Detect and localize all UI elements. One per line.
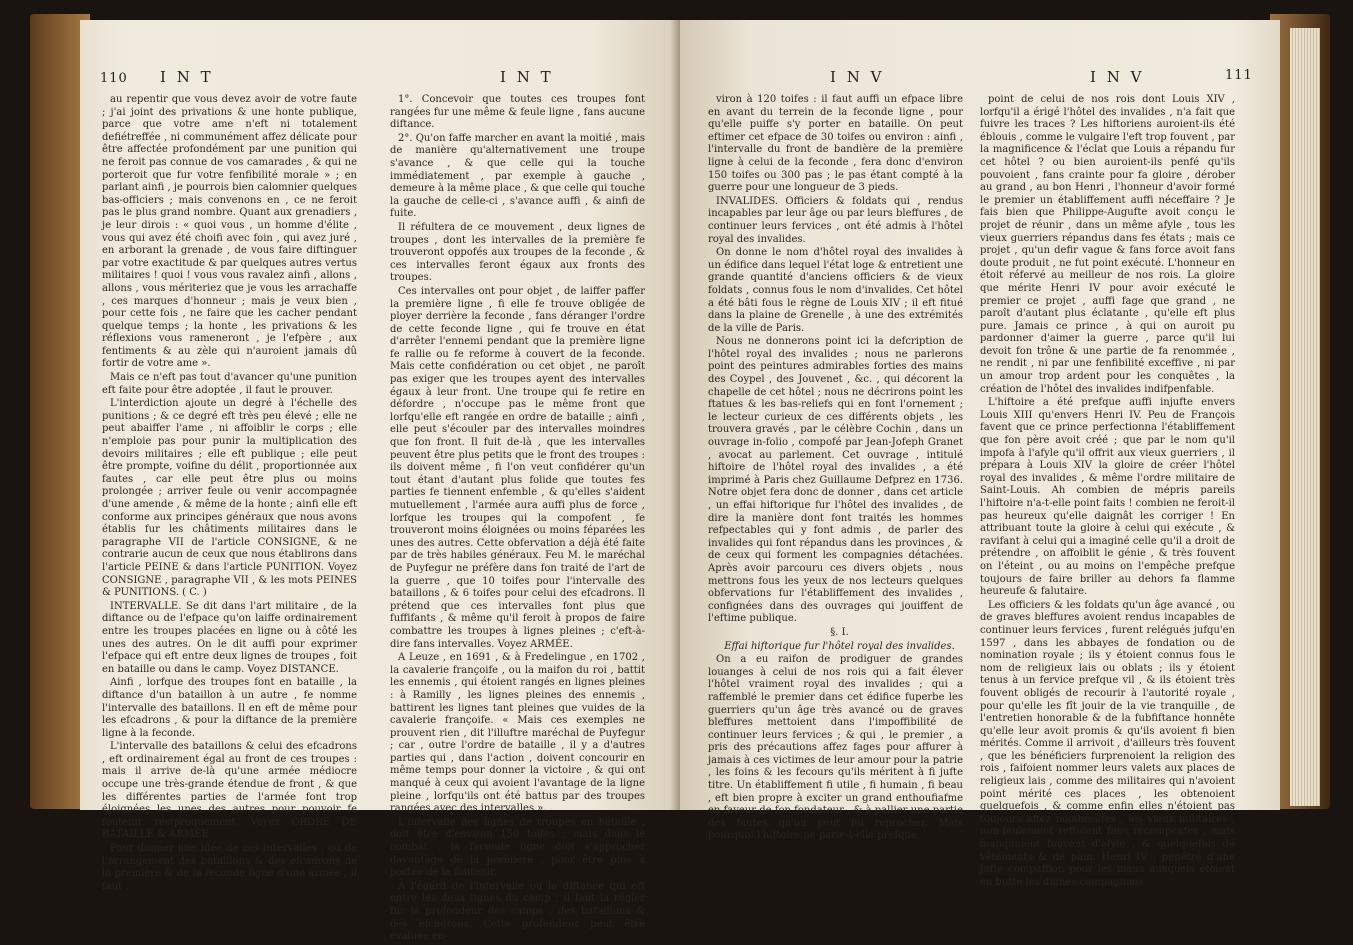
paragraph: 2°. Qu'on faffe marcher en avant la moitié , mais de manière qu'alternativement une troupe s'avance , & que celle qui la touche immédiatement , par exemple à gauche , demeure à la même place , & que celle qui touche la gauche de celle-ci , s'avance auffi , & ainfi de fuite. (390, 132, 645, 220)
left-page-number: 110 (100, 71, 128, 86)
left-header-left: I N T (160, 68, 214, 86)
paragraph: A l'égard de l'intervalle ou la diftance qui eft entre les deux lignes du camp , il faut la régler fur la profondeur des camps , des bataillons & des efcadrons. Cette profondeur peut être évaluée en- (390, 880, 645, 943)
paragraph: L'interdiction ajoute un degré à l'échelle des punitions ; & ce degré eft très peu élevé ; elle ne peut abaiffer l'ame , ni affoiblir le corps ; elle n'emploie pas pour punir la multiplication des devoirs militaires ; elle eft publique ; elle peut être prompte, voifine du délit , proportionnée aux fautes , car elle peut être plus ou moins prolongée ; arriver feule ou venir accompagnée d'une amende , & même de la honte ; ainfi elle eft conforme aux principes généraux que nous avons établis fur les châtiments militaires dans le paragraphe VII de l'article CONSIGNE, & ne contrarie aucun de ceux que nous établirons dans l'article PEINE & dans l'article PUNITION. Voyez CONSIGNE , paragraphe VII , & les mots PEINES & PUNITIONS. ( C. ) (102, 398, 357, 599)
paragraph: Mais ce n'eft pas tout d'avancer qu'une punition eft faite pour être adoptée , il faut le prouver. (102, 372, 357, 396)
paragraph: Ainfi , lorfque des troupes font en bataille , la diftance d'un bataillon à un autre , fe nomme l'intervalle des bataillons. Il en eft de même pour les efcadrons , & pour la diftance de la première ligne à la feconde. (102, 677, 357, 739)
right-running-head (700, 68, 1260, 90)
right-header-right: I N V (1090, 68, 1145, 86)
right-page-number: 111 (1225, 68, 1253, 83)
paragraph: INVALIDES. Officiers & foldats qui , rendus incapables par leur âge ou par leurs bleffures , de continuer leurs fervices , ont été admis à l'hôtel royal des invalides. (708, 195, 963, 245)
paragraph: L'hiftoire a été prefque auffi injufte envers Louis XIII qu'envers Henri IV. Peu de François favent que ce prince perfectionna l'établiffement que fon père avoit créé ; que par le nom qu'il impofa à l'afyle qu'il offrit aux vieux guerriers , il prépara à Louis XIV la gloire de créer l'hôtel royal des invalides , & même l'ordre militaire de Saint-Louis. Ah combien de mépris pareils l'hiftoire n'a-t-elle point faits ! combien ne feroit-il pas heureux qu'elle daignât les corriger ! En attribuant toute la gloire à celui qui exécute , & ravifant à celui qui a imaginé celle qu'il a droit de prétendre , on affoiblit le génie , & très fouvent on l'éteint , ou au moins on l'empêche prefque toujours de faire briller au dehors fa flamme heureufe & falutaire. (980, 397, 1235, 598)
left-running-head (100, 68, 660, 90)
right-column-2 (980, 94, 1235, 890)
page-edges (1290, 28, 1320, 806)
paragraph: point de celui de nos rois dont Louis XIV , lorfqu'il a érigé l'hôtel des invalides , n'a fait que fuivre les traces ? Les hiftoriens auroient-ils été éblouis , comme le vulgaire l'eft trop fouvent , par la magnificence & l'éclat que Louis a répandu fur cet hôtel ? ou bien auroient-ils penfé qu'ils pouvoient , fans crainte pour fa gloire , dérober au grand , au bon Henri , l'honneur d'avoir formé le premier un établiffement auffi néceffaire ? Je fais bien que Philippe-Augufte avoit conçu le projet de réunir , dans un même afyle , tous les vieux guerriers répandus dans fes états ; mais ce projet , qu'un defir vague & fans force avoit fans doute produit , ne fut point exécuté. L'honneur en étoit réfervé au meilleur de nos rois. La gloire que mérite Henri IV pour avoir exécuté le premier ce projet , auffi fage que grand , ne paroît d'autant plus éclatante , qu'elle eft plus pure. Jamais ce prince , à qui on auroit pu pardonner d'aimer la guerre , parce qu'il lui devoit fon trône & une partie de fa renommée , ne rendit , ni par une fenfibilité exceffive , ni par un amour trop ardent pour les conquêtes , la création de l'hôtel des invalides indifpenfable. (980, 94, 1235, 395)
left-page (80, 20, 680, 943)
paragraph: Ces intervalles ont pour objet , de laiffer paffer la première ligne , fi elle fe trouve obligée de ployer derrière la feconde , fans déranger l'ordre de cette feconde ligne , qui fe trouve en état d'arrêter l'ennemi pendant que la première ligne fe rallie ou fe reforme à couvert de la feconde. Mais cette confidération ou cet objet , ne paroît pas exiger que les troupes ayent des intervalles égaux à leur front. Une troupe qui fe retire en défordre , n'occupe pas le même front que lorfqu'elle eft rangée en ordre de bataille ; ainfi , elle peut s'écouler par des intervalles moindres que fon front. Il fuit de-là , que les intervalles peuvent être plus petits que le front des troupes : ils doivent même , fi l'on veut confidérer qu'un tout étant d'autant plus folide que toutes fes parties fe tiennent enfemble , & qu'elles s'aident mutuellement , l'armée aura auffi plus de force , lorfque les troupes qui la compofent , fe trouveront moins éloignées ou moins féparées les unes des autres. Cette obfervation a déjà été faite par de très habiles généraux. Feu M. le maréchal de Puyfegur ne préfère dans fon traité de l'art de la guerre , que 10 toifes pour l'intervalle des bataillons , & 6 toifes pour celui des efcadrons. Il prétend que ces intervalles font plus que fuffifants , & même qu'il feroit à propos de faire combattre les troupes à lignes pleines ; c'eft-à-dire fans intervalles. Voyez ARMÉE. (390, 285, 645, 650)
left-header-right: I N T (500, 68, 554, 86)
paragraph: Pour donner une idée de ces intervalles , ou de l'arrangement des bataillons & des efcadrons de la première & de la feconde ligne d'une armée , il faut , (102, 843, 357, 892)
section-mark: §. I. (830, 626, 849, 638)
left-column-1 (102, 94, 357, 894)
paragraph: L'intervalle des bataillons & celui des efcadrons , eft ordinairement égal au front de ces troupes : mais il arrive de-là qu'une armée médiocre occupe une très-grande étendue de front , & que les différentes parties de l'armée font trop éloignées les unes des autres pour pouvoir fe foutenir réciproquement. Voyez ORDRE DE BATAILLE & ARMÉE. (102, 741, 357, 841)
paragraph: Les officiers & les foldats qu'un âge avancé , ou de graves bleffures avoient rendus incapables de continuer leurs fervices , furent relégués jufqu'en 1597 , dans les abbayes de fondation ou de nomination royale ; ils y étoient connus fous le nom de religieux lais ou oblats ; ils y étoient tenus à un fervice prefque vil , & ils étoient très fouvent obligés de recourir à l'autorité royale , pour qu'elle les fît jouir de la vie tranquille , de l'entretien honorable & de la fubfiftance honnête qu'elle leur avoit promis & qu'ils avoient fi bien mérités. Comme il arrivoit , d'ailleurs très fouvent , que les bénéficiers furprenoient la religion des rois , faifoient nommer leurs valets aux places de religieux lais , comme des militaires qui n'avoient point mérité ces places , les obtenoient quelquefois , & comme enfin elles n'étoient pas toujours affez nombreufes , les vieux militaires , non-feulement reftoient fans récompenfes , mais manquoient fouvent d'afyle , & quelquefois de vêtements & de pain. Henri IV , pénétré d'une jufte compaffion pour les maux auxquels étoient en butte les dignes compagnons (980, 599, 1235, 888)
paragraph: On donne le nom d'hôtel royal des invalides à un édifice dans lequel l'état loge & entretient une grande quantité d'anciens officiers & de vieux foldats , connus fous le nom d'invalides. Cet hôtel a été bâti fous le règne de Louis XIV ; il eft fitué dans la plaine de Grenelle , à une des extrémités de la ville de Paris. (708, 247, 963, 334)
right-header-left: I N V (830, 68, 885, 86)
right-column-1 (708, 94, 963, 844)
paragraph: viron à 120 toifes : il faut auffi un efpace libre en avant du terrein de la feconde ligne , pour qu'elle puiffe s'y porter en bataille. On peut eftimer cet efpace de 30 toifes ou environ : ainfi , l'intervalle du front de bandière de la première ligne à celui de la feconde , fera donc d'environ 150 toifes ou 300 pas ; le pas étant compté à la guerre pour une longueur de 3 pieds. (708, 94, 963, 194)
paragraph: 1°. Concevoir que toutes ces troupes font rangées fur une même & feule ligne , fans aucune diftance. (390, 94, 645, 131)
paragraph: INTERVALLE. Se dit dans l'art militaire , de la diftance ou de l'efpace qu'on laiffe ordinairement entre les troupes placées en ligne ou à côté les unes des autres. On le dit auffi pour exprimer l'efpace qui eft entre deux lignes de troupes , foit en bataille ou dans le camp. Voyez DISTANCE. (102, 600, 357, 675)
open-book (30, 8, 1330, 943)
paragraph: L'intervalle des lignes de troupes en bataille , doit être d'environ 150 toifes ; mais dans le combat , la feconde ligne doit s'approcher davantage de la première , pour être plus à portée de la foutenir. (390, 816, 645, 879)
paragraph: au repentir que vous devez avoir de votre faute ; j'ai joint des privations & une honte publique, parce que votre ame n'eft ni totalement defiétreffée , ni communément affez délicate pour être affectée profondément par une punition qui ne feroit pas connue de vos camarades , & qui ne porteroit que fur votre fenfibilité morale » ; en parlant ainfi , je pourrois bien calomnier quelques bas-officiers ; mais convenons en , ce ne feroit pas le plus grand nombre. Quant aux grenadiers , je leur dirois : « quoi vous , un homme d'élite , vous qui avez été choifi avec foin , qui avez juré , en arborant la grenade , de vous faire diftinguer par votre exactitude & par quelques autres vertus militaires ! quoi ! vous vous ravalez ainfi , allons , allons , vous mériteriez que je vous les arrachaffe , ces marques d'honneur ; mais je veux bien , pour cette fois , ne faire que les cacher pendant quelque temps ; la honte , les privations & les réflexions vous rameneront , je l'efpère , aux fentiments & au zèle qui n'auroient jamais dû fortir de votre ame ». (102, 94, 357, 370)
paragraph: On a eu raifon de prodiguer de grandes louanges à celui de nos rois qui a fait élever l'hôtel vraiment royal des invalides ; qui a raffemblé le premier dans cet édifice fuperbe les guerriers qu'un âge très avancé ou de graves bleffures mettoient dans l'impoffibilité de continuer leurs fervices ; & qui , le premier , a pris des précautions affez fages pour affurer à jamais à ces victimes de leur amour pour la patrie , les foins & les fecours qu'ils méritent à fi jufte titre. Un établiffement fi utile , fi humain , fi beau , eft bien propre à exciter un grand enthoufiafme en faveur de fon fondateur , & à pallier une partie des fautes qu'on peut lui reprocher. Mais pourquoi l'hiftoire ne parle-t-elle prefque (708, 654, 963, 842)
paragraph: A Leuze , en 1691 , & à Fredelingue , en 1702 , la cavalerie françoife , ou la maifon du roi , battit les ennemis , qui étoient rangés en lignes pleines : à Ramilly , les lignes pleines des ennemis , battirent les lignes tant pleines que vuides de la cavalerie françoife. « Mais ces exemples ne prouvent rien , dit l'illuftre maréchal de Puyfegur ; car , outre l'ordre de bataille , il y a d'autres parties qui , dans l'action , doivent concourir en même temps pour donner la victoire , & qui ont manqué à ceux qui avoient l'avantage de la ligne pleine , lorfqu'ils ont été battus par des troupes rangées avec des intervalles ». (390, 652, 645, 815)
left-column-2 (390, 94, 645, 945)
right-page (680, 20, 1280, 888)
paragraph: Nous ne donnerons point ici la defcription de l'hôtel royal des invalides ; nous ne parlerons point des peintures admirables forties des mains des Coypel , des Jouvenet , &c. , qui décorent la chapelle de cet hôtel ; nous ne décrirons point les ftatues & les bas-reliefs qui en font l'ornement ; le lecteur curieux de ces différents objets , les trouvera gravés , par le célèbre Cochin , dans un ouvrage in-folio , compofé par Jean-Jofeph Granet , avocat au parlement. Cet ouvrage , intitulé hiftoire de l'hôtel royal des invalides , a été imprimé à Paris chez Guillaume Defprez en 1736. Notre objet fera donc de donner , dans cet article , un effai hiftorique fur l'hôtel des invalides , de dire la manière dont font traités les hommes refpectables qui y font admis , de parler des invalides qui font répandus dans les provinces , & de ceux qui forment les compagnies détachées. Après avoir parcouru ces divers objets , nous mettrons fous les yeux de nos lecteurs quelques obfervations fur l'établiffement des invalides , confignées dans des ouvrages qui jouiffent de l'eftime publique. (708, 336, 963, 625)
section-title: Effai hiftorique fur l'hôtel royal des invalides. (724, 640, 955, 652)
paragraph: Il réfultera de ce mouvement , deux lignes de troupes , dont les intervalles de la première fe trouveront oppofés aux troupes de la feconde , & ces intervalles feront égaux aux fronts des troupes. (390, 221, 645, 284)
